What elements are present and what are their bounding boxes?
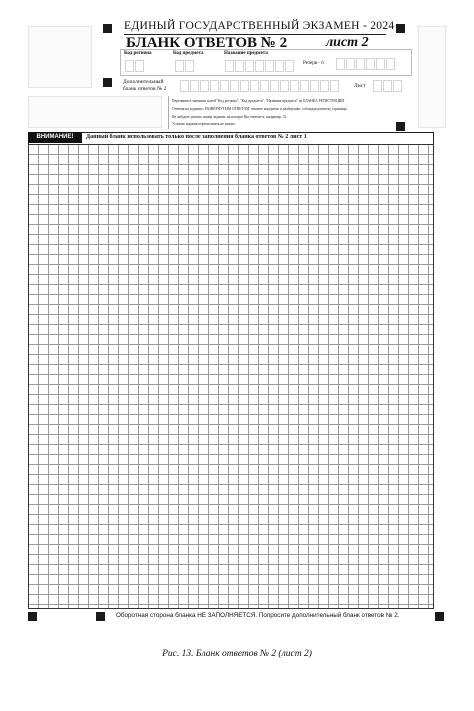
- exam-title: ЕДИНЫЙ ГОСУДАРСТВЕННЫЙ ЭКЗАМЕН - 2024: [124, 20, 395, 32]
- instruction-line: Не забудьте указать номер задания, на которое Вы отвечаете, например, 31.: [172, 115, 288, 119]
- faded-barcode-box: [418, 26, 446, 128]
- faded-side-box: [28, 96, 162, 128]
- alignment-marker: [435, 612, 444, 621]
- subject-name-label: Название предмета: [224, 51, 268, 56]
- reserve-label: Резерв - 6: [303, 61, 324, 66]
- additional-form-number-field[interactable]: [180, 80, 339, 92]
- warning-text: Данный бланк использовать только после заполнения бланка ответов № 2 лист 1: [86, 134, 307, 140]
- alignment-marker: [103, 24, 112, 33]
- region-code-label: Код региона: [124, 51, 152, 56]
- subject-code-field[interactable]: [175, 60, 194, 72]
- answer-grid[interactable]: [28, 144, 434, 609]
- instruction-line: Отвечая на задания с РАЗВЁРНУТЫМ ОТВЕТОМ, пишите аккуратно и разборчиво, соблюдая разметку страницы.: [172, 107, 348, 111]
- additional-form-label: Дополнительный бланк ответов № 2: [123, 79, 167, 92]
- alignment-marker: [103, 78, 112, 87]
- alignment-marker: [28, 612, 37, 621]
- region-code-field[interactable]: [125, 60, 144, 72]
- reserve-field[interactable]: [336, 58, 395, 70]
- alignment-marker: [396, 24, 405, 33]
- faded-code-box: [28, 26, 92, 88]
- footer-note: Оборотная сторона бланка НЕ ЗАПОЛНЯЕТСЯ. Попросите дополнительный бланк ответов № 2.: [116, 612, 400, 619]
- figure-caption: Рис. 13. Бланк ответов № 2 (лист 2): [162, 649, 312, 659]
- sheet-number-field[interactable]: [373, 80, 402, 92]
- alignment-marker: [96, 612, 105, 621]
- instruction-line: Условия задания переписывать не нужно.: [172, 122, 236, 126]
- sheet-field-label: Лист: [354, 83, 366, 89]
- subject-code-label: Код предмета: [173, 51, 204, 56]
- subject-name-field[interactable]: [225, 60, 294, 72]
- warning-tag: ВНИМАНИЕ!: [28, 132, 82, 143]
- form-title: БЛАНК ОТВЕТОВ № 2: [126, 35, 288, 51]
- sheet-label: лист 2: [326, 35, 369, 50]
- instruction-line: Перепишите значения полей "Код региона", "Код предмета", "Название предмета" из БЛАНКА РЕГИСТРАЦИИ.: [172, 99, 345, 103]
